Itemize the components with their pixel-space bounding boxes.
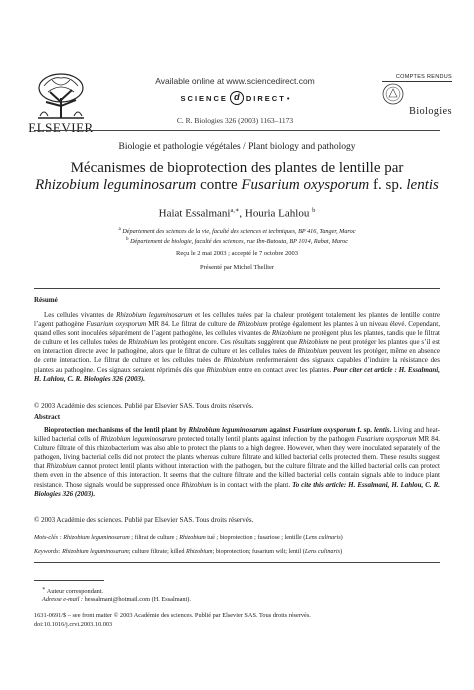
email-note: Adresse e-mail : hessalmani@hotmail.com (H. Essalmani). — [42, 596, 191, 603]
publisher-name: ELSEVIER — [28, 120, 94, 135]
received-dates: Reçu le 2 mai 2003 ; accepté le 7 octobre 2003 — [175, 250, 298, 257]
journal-citation: C. R. Biologies 326 (2003) 1163–1173 — [176, 116, 294, 125]
elsevier-tree-icon — [32, 72, 90, 120]
author-name: Haiat Essalmani — [158, 207, 231, 220]
sciencedirect-block — [110, 76, 360, 125]
resume-text: Les cellules vivantes de Rhizobium leguminosarum et les cellules tuées par la chaleur protègent totalement les plantes de lentille contre l’agent pathogène Fusarium oxysporum MR 84. Le filtrat de culture de Rhizobium protège également les plantes à un niveau élevé. Cependant, quand elles sont inoculées séparément de l’agent pathogène, les cellules vivantes de Rhizobium ne protègent plus les plantes, tandis que le filtrat de culture et les cellules tuées de Rhizobium les protègent encore. Ces résultats suggèrent que Rhizobium ne peut protéger les plantes que s’il est en interaction directe avec le pathogène, alors que le filtrat de culture et les cellules tuées de Rhizobium peuvent les protéger, même en absence de cette interaction. Le filtrat de culture et les cellules tuées de Rhizobium renfermeraient des signaux capables d’induire la résistance des plantes au pathogène. Ces signaux seraient réprimés dès que Rhizobium entre en contact avec les plantes. Pour citer cet article : H. Essalmani, H. Lahlou, C. R. Biologies 326 (2003). — [34, 311, 441, 383]
title-line-1: Mécanismes de bioprotection des plantes de lentille par — [70, 160, 404, 176]
availability-notice: Available online at www.sciencedirect.com — [155, 76, 315, 86]
abstract-copyright: © 2003 Académie des sciences. Publié par Elsevier SAS. Tous droits réservés. — [34, 516, 254, 524]
resume-heading: Résumé — [34, 296, 58, 304]
sd-mark: • — [286, 93, 290, 103]
abstract-title: Bioprotection mechanisms of the lentil plant by Rhizobium leguminosarum against Fusarium oxysporum f. sp. lentis. — [44, 426, 392, 434]
doi-line: doi:10.1016/j.crvi.2003.10.003 — [34, 621, 113, 628]
author-name: Houria Lahlou — [244, 207, 310, 220]
sd-at-icon: d — [230, 91, 244, 105]
article-title — [0, 160, 474, 194]
abstract-cite: To cite this article: H. Essalmani, H. Lahlou, C. R. Biologies 326 (2003). — [34, 480, 440, 498]
title-line-2: Rhizobium leguminosarum contre Fusarium oxysporum f. sp. lentis — [35, 177, 439, 193]
header-rule — [34, 130, 440, 131]
correspondence-note: ∗ Auteur correspondant. — [42, 586, 104, 596]
resume-copyright: © 2003 Académie des sciences. Publié par Elsevier SAS. Tous droits réservés. — [34, 402, 254, 410]
seal-icon — [382, 83, 404, 105]
sciencedirect-logo — [110, 90, 360, 106]
comptes-rendus-title: COMPTES RENDUS — [382, 74, 452, 82]
abstract-text: Bioprotection mechanisms of the lentil plant by Rhizobium leguminosarum against Fusarium oxysporum f. sp. lentis. Living and heat-killed bacterial cells of Rhizobium leguminosarum protected totally lentil plants against infection by the pathogen Fusarium oxysporum MR 84. Culture filtrate of this rhizobacterium was also able to protect the plants to a high degree. However, when they were inoculated separately of the pathogen, living bacterial cells did not protect the plants whereas culture filtrate and killed bacterial cells protected them. These results suggest that Rhizobium cannot protect lentil plants without interaction with the pathogen, but the culture filtrate and the killed bacterial cells can protect them even in the absence of this interaction. It seems that the culture filtrate and the killed bacterial cells contain signals able to induce plant resistance. Those signals would be suppressed once Rhizobium is in contact with the plant. To cite this article: H. Essalmani, H. Lahlou, C. R. Biologies 326 (2003). — [34, 426, 441, 498]
mots-cles: Mots-clés : Rhizobium leguminosarum ; filtrat de culture ; Rhizobium tué ; bioprotection ; fusariose ; lentille (Lens culinaris) — [34, 534, 343, 541]
keywords: Keywords: Rhizobium leguminosarum; culture filtrate; killed Rhizobium; bioprotection; fusarium wilt; lentil (Lens culinaris) — [34, 548, 343, 555]
title-rule — [34, 288, 440, 289]
journal-subtitle: Biologies — [409, 106, 452, 117]
section-heading: Biologie et pathologie végétales / Plant biology and pathology — [118, 142, 356, 152]
abstract-heading: Abstract — [34, 413, 61, 421]
author-list: Haiat Essalmani$^{a,∗}$, Houria Lahlou $^b$ — [158, 207, 316, 220]
keywords-rule — [34, 562, 440, 563]
front-matter-line: 1631-0691/$ – see front matter © 2003 Académie des sciences. Publié par Elsevier SAS. Tous droits réservés. — [34, 612, 311, 619]
affiliations — [0, 226, 474, 246]
journal-header — [0, 0, 474, 140]
elsevier-logo — [28, 72, 94, 138]
affiliation-b: $^b$ Département de biologie, faculté des sciences, rue Ibn-Batouta, BP 1014, Rabat, Maroc — [126, 237, 348, 246]
comptes-rendus-logo — [382, 74, 452, 126]
footnote-rule — [34, 580, 104, 581]
sd-right-text: DIRECT — [245, 93, 286, 103]
affiliation-a: $^a$ Département des sciences de la vie, faculté des sciences et techniques, BP 416, Tanger, Maroc — [118, 227, 356, 236]
resume-cite: Pour citer cet article : H. Essalmani, H. Lahlou, C. R. Biologies 326 (2003). — [34, 365, 440, 383]
presented-by: Présenté par Michel Thellier — [199, 264, 275, 271]
sd-left-text: SCIENCE — [180, 93, 228, 103]
